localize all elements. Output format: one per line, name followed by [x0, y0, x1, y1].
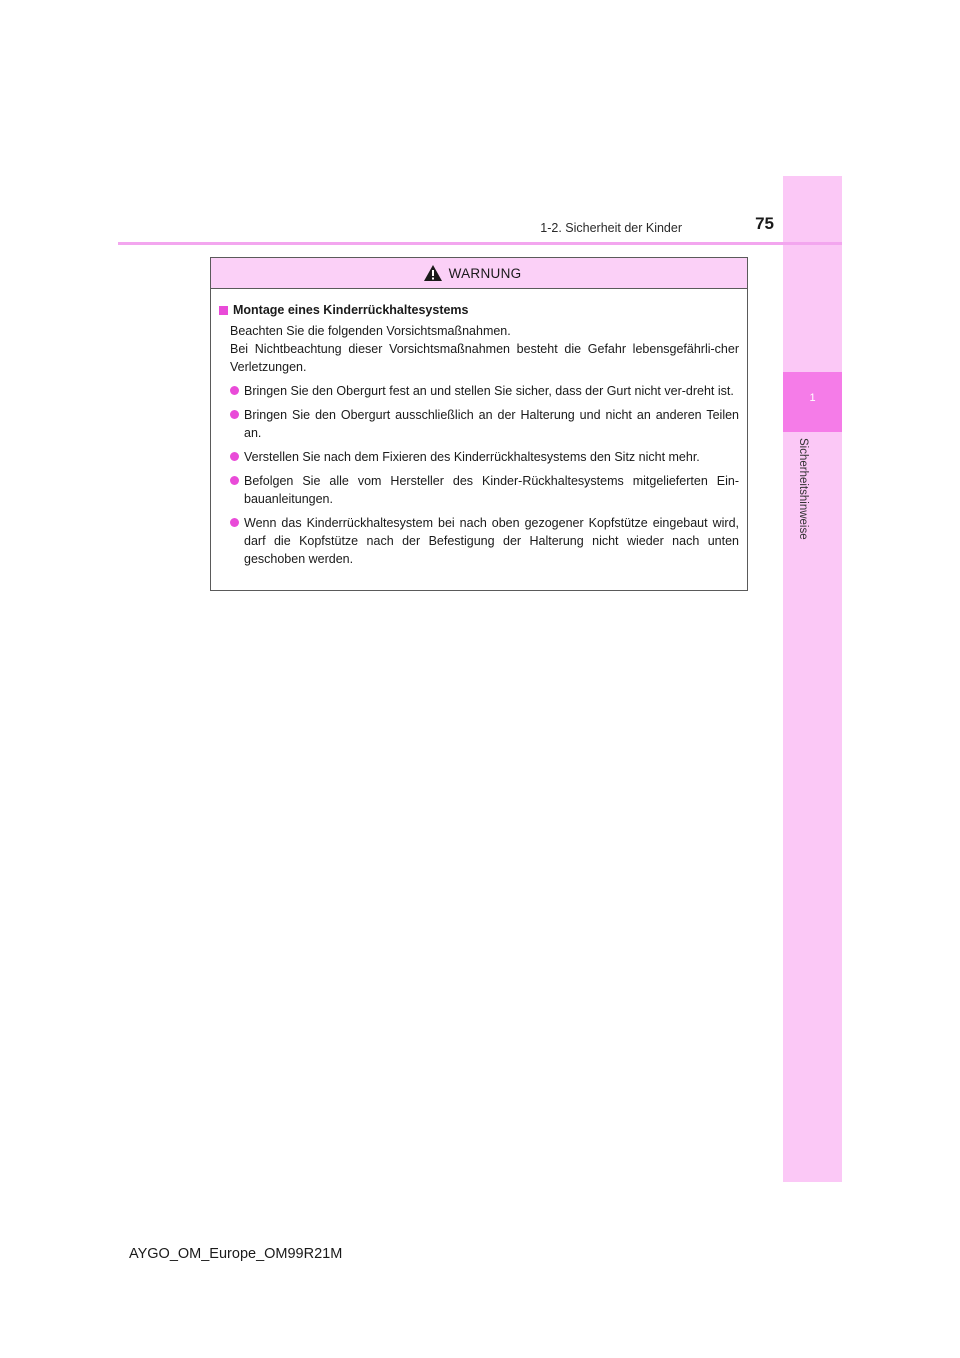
list-item — [219, 382, 739, 400]
round-bullet-icon — [230, 410, 239, 419]
intro-line: Beachten Sie die folgenden Vorsichtsmaßnahmen. — [230, 324, 511, 338]
square-bullet-icon — [219, 306, 228, 315]
header-rule — [118, 242, 842, 245]
warning-header — [211, 258, 747, 289]
chapter-label: Sicherheitshinweise — [797, 438, 809, 540]
section-title: 1-2. Sicherheit der Kinder — [540, 221, 682, 235]
section-heading-text: Montage eines Kinderrückhaltesystems — [233, 303, 469, 317]
list-item-text: Verstellen Sie nach dem Fixieren des Kinderrückhaltesystems den Sitz nicht mehr. — [244, 450, 700, 464]
chapter-side-tab — [783, 176, 842, 1182]
round-bullet-icon — [230, 476, 239, 485]
round-bullet-icon — [230, 452, 239, 461]
warning-body — [211, 289, 747, 568]
warning-triangle-icon — [423, 264, 443, 282]
bullet-list — [219, 382, 739, 568]
list-item-text: Befolgen Sie alle vom Hersteller des Kinder-Rückhaltesystems mitgelieferten Ein-bauanleitungen. — [244, 474, 739, 506]
section-heading — [219, 301, 739, 319]
warning-box — [210, 257, 748, 591]
document-code: AYGO_OM_Europe_OM99R21M — [129, 1246, 343, 1262]
round-bullet-icon — [230, 518, 239, 527]
page-number: 75 — [755, 214, 774, 233]
list-item-text: Wenn das Kinderrückhaltesystem bei nach oben gezogener Kopfstütze eingebaut wird, darf die Kopfstütze nach der Befestigung der Halterung nicht wieder nach unten geschoben werden. — [244, 516, 739, 566]
list-item-text: Bringen Sie den Obergurt ausschließlich an der Halterung und nicht an anderen Teilen an. — [244, 408, 739, 440]
list-item — [219, 472, 739, 508]
intro-line: Bei Nichtbeachtung dieser Vorsichtsmaßnahmen besteht die Gefahr lebensgefährli-cher Verletzungen. — [230, 342, 739, 374]
list-item — [219, 448, 739, 466]
round-bullet-icon — [230, 386, 239, 395]
list-item — [219, 514, 739, 568]
list-item — [219, 406, 739, 442]
warning-title: WARNUNG — [448, 265, 522, 281]
chapter-number: 1 — [809, 392, 816, 404]
list-item-text: Bringen Sie den Obergurt fest an und stellen Sie sicher, dass der Gurt nicht ver-dreht ist. — [244, 384, 734, 398]
